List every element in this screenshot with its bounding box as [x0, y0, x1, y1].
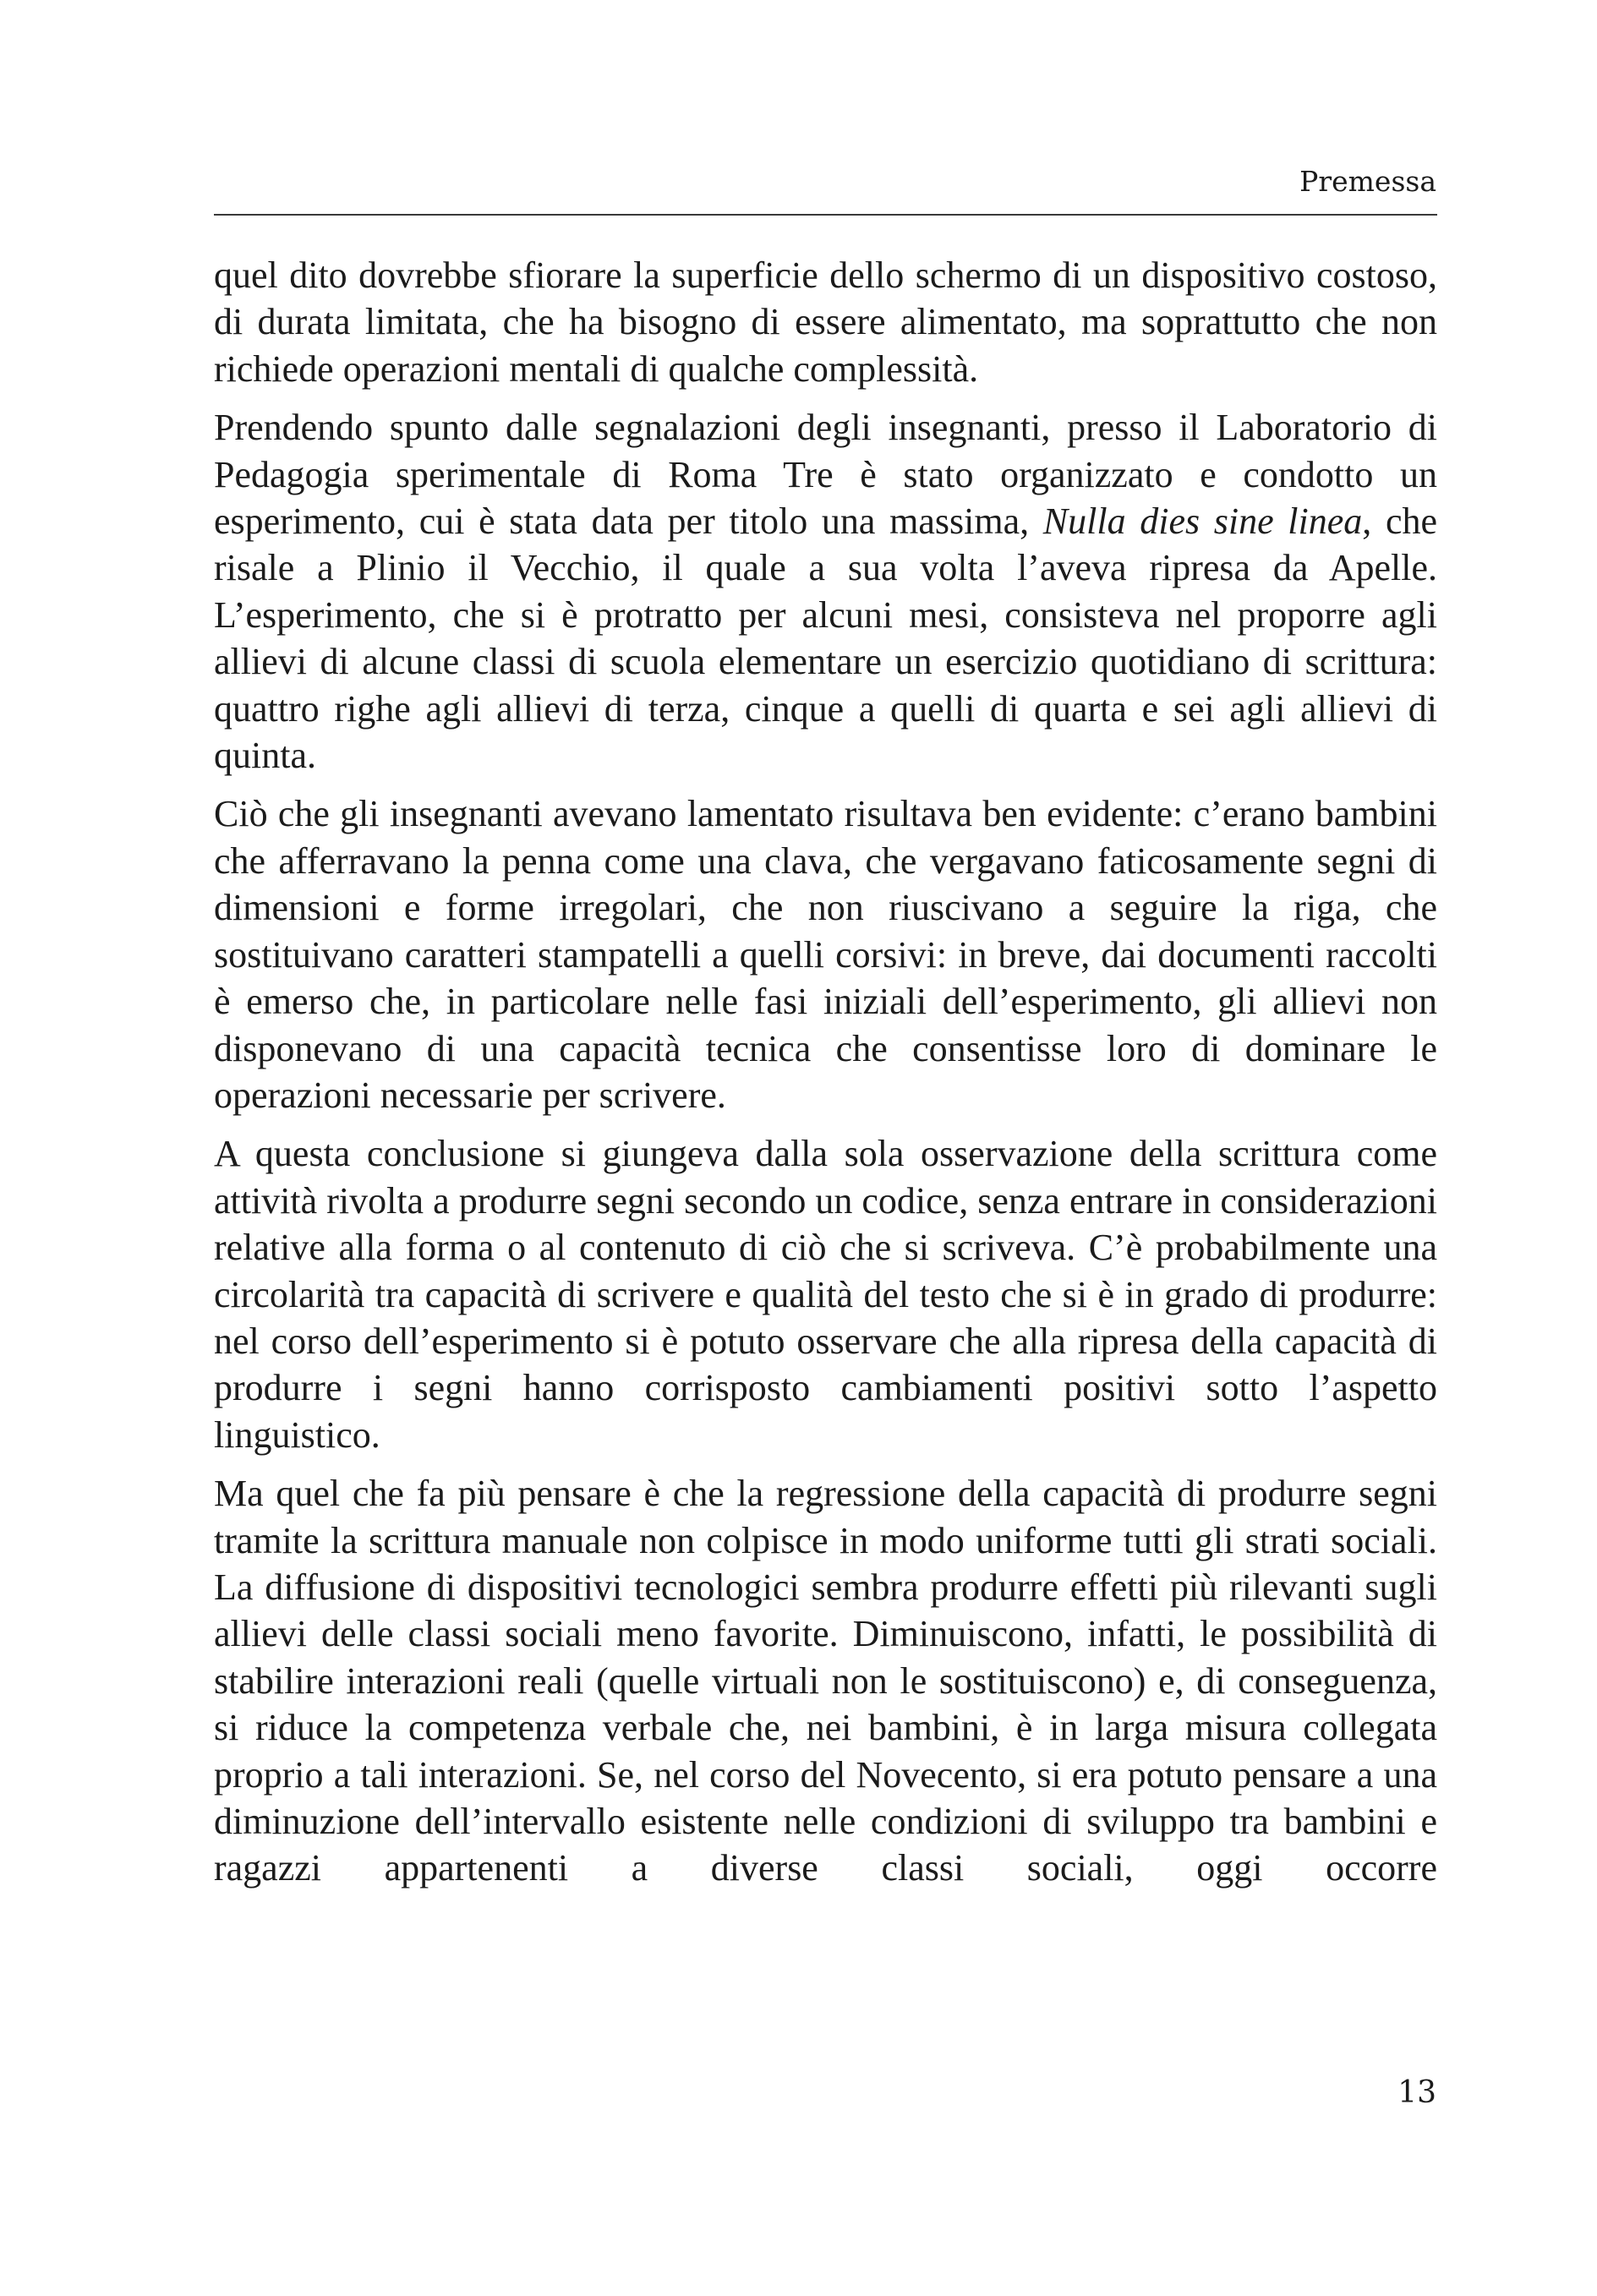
paragraph-1 [214, 252, 1437, 392]
paragraph-text: quel dito dovrebbe sfiorare la superficie dello schermo di un dispositivo costoso, di durata limitata, che ha bisogno di essere alimentato, ma soprattutto che non richiede operazioni mentali di qualche complessità. [214, 254, 1437, 390]
paragraph-text: , che risale a Plinio il Vecchio, il quale a sua volta l’aveva ripresa da Apelle. L’esperimento, che si è protratto per alcuni mesi, consisteva nel proporre agli allievi di alcune classi di scuola elementare un esercizio quotidiano di scrittura: quattro righe agli allievi di terza, cinque a quelli di quarta e sei agli allievi di quinta. [214, 500, 1437, 777]
paragraph-text: A questa conclusione si giungeva dalla sola osservazione della scrittura come attività rivolta a produrre segni secondo un codice, senza entrare in considerazioni relative alla forma o al contenuto di ciò che si scriveva. C’è probabilmente una circolarità tra capacità di scrivere e qualità del testo che si è in grado di produrre: nel corso dell’esperimento si è potuto osservare che alla ripresa della capacità di produrre i segni hanno corrisposto cambiamenti positivi sotto l’aspetto linguistico. [214, 1133, 1437, 1456]
running-header-title: Premessa [1299, 165, 1436, 198]
body-text [214, 252, 1437, 1904]
paragraph-text: Ma quel che fa più pensare è che la regressione della capacità di produrre segni tramite la scrittura manuale non colpisce in modo uniforme tutti gli strati sociali. La diffusione di dispositivi tecnologici sembra produrre effetti più rilevanti sugli allievi delle classi sociali meno favorite. Diminuiscono, infatti, le possibilità di stabilire interazioni reali (quelle virtuali non le sostituiscono) e, di conseguenza, si riduce la competenza verbale che, nei bambini, è in larga misura collegata proprio a tali interazioni. Se, nel corso del Novecento, si era potuto pensare a una diminuzione dell’intervallo esistente nelle condizioni di sviluppo tra bambini e ragazzi appartenenti a diverse classi sociali, oggi occorre [214, 1473, 1437, 1889]
page-number: 13 [1397, 2075, 1436, 2110]
paragraph-2 [214, 404, 1437, 779]
paragraph-text: Prendendo spunto dalle segnalazioni degli insegnanti, presso il Laboratorio di Pedagogia sperimentale di Roma Tre è stato organizzato e condotto un esperimento, cui è stata data per titolo una massima, [214, 407, 1437, 543]
header-rule [214, 214, 1437, 216]
paragraph-text: Ciò che gli insegnanti avevano lamentato risultava ben evidente: c’erano bambini che afferravano la penna come una clava, che vergavano faticosamente segni di dimensioni e forme irregolari, che non riuscivano a seguire la riga, che sostituivano caratteri stampatelli a quelli corsivi: in breve, dai documenti raccolti è emerso che, in particolare nelle fasi iniziali dell’esperimento, gli allievi non disponevano di una capacità tecnica che consentisse loro di dominare le operazioni necessarie per scrivere. [214, 793, 1437, 1116]
latin-quote: Nulla dies sine linea [1042, 500, 1363, 543]
paragraph-5 [214, 1470, 1437, 1892]
paragraph-3 [214, 790, 1437, 1118]
paragraph-4 [214, 1130, 1437, 1458]
